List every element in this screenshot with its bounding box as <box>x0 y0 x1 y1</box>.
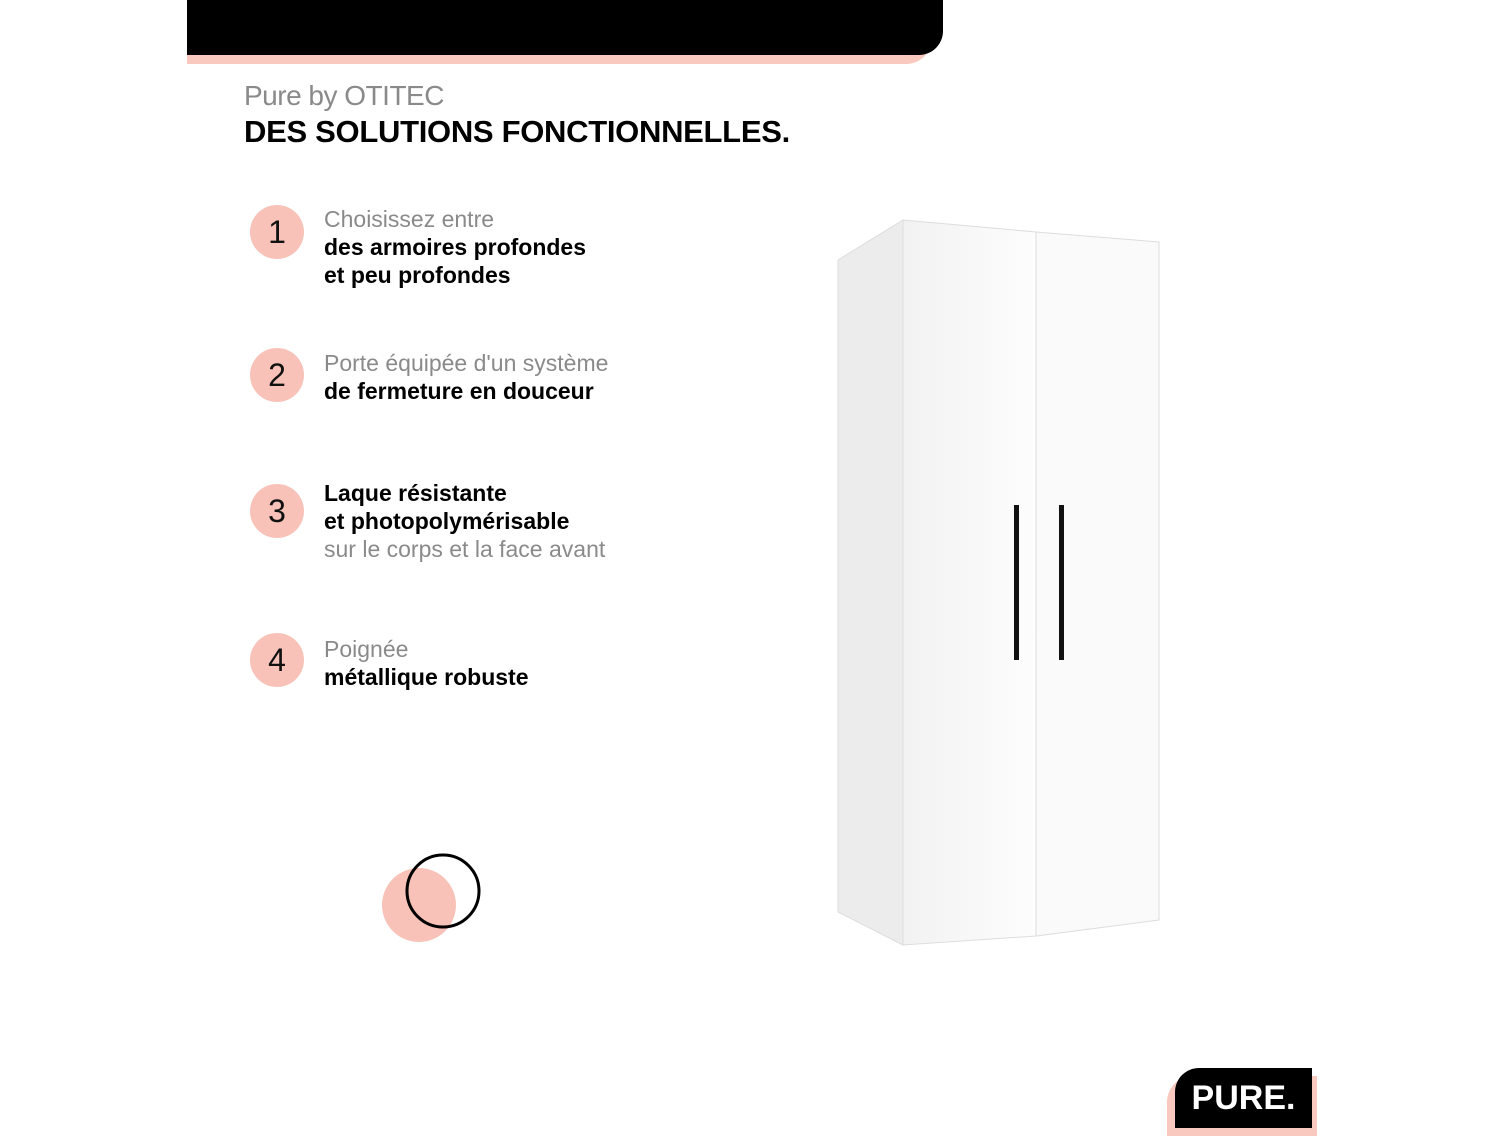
feature-number: 3 <box>250 484 304 538</box>
feature-line: de fermeture en douceur <box>324 378 594 404</box>
feature-line: Choisissez entre <box>324 206 495 232</box>
header-bar <box>187 0 943 55</box>
feature-number: 2 <box>250 348 304 402</box>
feature-number: 1 <box>250 205 304 259</box>
wardrobe-product-image <box>830 210 1170 955</box>
feature-number: 4 <box>250 633 304 687</box>
feature-1 <box>250 205 586 289</box>
feature-4 <box>250 633 528 691</box>
feature-line: Porte équipée d'un système <box>324 350 609 376</box>
feature-line: Laque résistante <box>324 480 507 506</box>
feature-3 <box>250 480 606 563</box>
feature-line: et peu profondes <box>324 262 511 288</box>
feature-line: Poignée <box>324 636 409 662</box>
decorative-circles-icon <box>375 845 490 950</box>
page-title: DES SOLUTIONS FONCTIONNELLES. <box>244 114 790 149</box>
brand-badge: PURE. <box>1175 1068 1312 1128</box>
feature-line: métallique robuste <box>324 664 529 690</box>
feature-2 <box>250 348 608 405</box>
feature-line: et photopolymérisable <box>324 508 570 534</box>
feature-line: des armoires profondes <box>324 234 587 260</box>
feature-line: sur le corps et la face avant <box>324 536 606 562</box>
brand-name: Pure by OTITEC <box>244 80 444 111</box>
